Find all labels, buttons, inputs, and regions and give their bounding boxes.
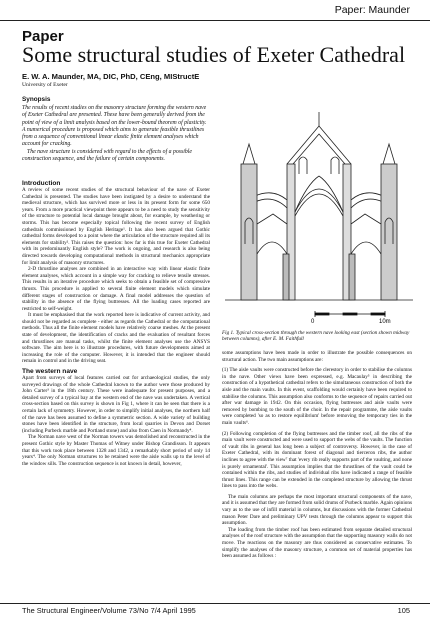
western-nave-heading: The western nave bbox=[22, 368, 78, 376]
introduction-heading: Introduction bbox=[22, 180, 61, 187]
page-number: 105 bbox=[397, 606, 410, 615]
western-nave-paragraph: Apart from surveys of local features carried out for archaeological studies, the only surveyed drawings of the whole Cathedral known to the author were those produced by John Carter³ in the 18th century. These were inadequate for present purposes, and a detailed survey of a typical bay at the western end of the nave was undertaken. A vertical cross-section based on this survey is shown in Fig 1, where it can be seen that there is a certain lack of symmetry. However, in order to simplify initial analyses, the northern half of the nave has been assumed to define a symmetric section. A wide variety of building stones have been identified in the structure, from local quarries in Devon and Dorset (including Purbeck marble and Portland stone) and also from Caen in Normandy⁴. bbox=[22, 375, 210, 434]
introduction-body bbox=[22, 187, 210, 365]
synopsis-heading: Synopsis bbox=[22, 96, 51, 103]
right-column-paragraph: (2) Following completion of the flying buttresses and the timber roof, all the ribs of the main vault were constructed and were used to support the webs of the vaults. The function of vault ribs in general has long been a subject of controversy. However, in the case of Exeter Cathedral, with its dominant forest of diagonal and tierceron ribs, the author inclines to agree with the view⁷ that 'every rib really supports part of the vaulting, and none is purely ornamental'. This assumption implies that the thrustlines of the vault could be contained within the ribs, and studies of individual ribs have indicated a range of feasible thrust lines. This range can be extended in the completed structure by allowing the thrust lines to pass into the webs. bbox=[222, 430, 412, 490]
scale-label: 10m bbox=[379, 319, 391, 325]
right-column-paragraph: The loading from the timber roof has been estimated from separate detailed structural analyses of the roof structure with the assumption that the supporting masonry walls do not move. The reactions on the masonry are thus considered as conservative estimates. To simplify the analyses of the masonry structure, a common set of material properties has been assumed as follows : bbox=[222, 526, 412, 560]
left-column bbox=[22, 180, 210, 467]
header-rule bbox=[0, 20, 430, 21]
section-kicker: Paper bbox=[22, 28, 64, 45]
cathedral-section-drawing bbox=[215, 104, 420, 326]
introduction-paragraph: 2-D thrustline analyses are combined in an interactive way with linear elastic finite element analyses, which account in a simple way for cracking to relieve tensile stresses. This results in an iterative procedure which seeks to obtain a feasible set of compressive thrusts. This procedure is applied to several finite element models which simulate different stages of construction or damage. A final model addresses the question of stability in the absence of the flying buttresses. All the loading cases reported are restricted to self-weight. bbox=[22, 266, 210, 312]
paper-title: Some structural studies of Exeter Cathedral bbox=[22, 42, 406, 67]
running-header: Paper: Maunder bbox=[334, 4, 410, 16]
journal-citation: The Structural Engineer/Volume 73/No 7/4 April 1995 bbox=[22, 606, 196, 615]
synopsis-paragraph: The nave structure is considered with regard to the effects of a possible construction sequence, and the failure of certain components. bbox=[22, 148, 192, 163]
right-column-paragraph: some assumptions have been made in order to illustrate the possible consequences on structural action. The two main assumptions are: bbox=[222, 350, 412, 363]
western-nave-body bbox=[22, 375, 210, 467]
cross-section-figure bbox=[215, 104, 420, 326]
introduction-paragraph: A review of some recent studies of the structural behaviour of the nave of Exeter Cathedral is presented. The studies have been instigated by a desire to understand the medieval structure, which has survived more or less in its present form for some 650 years. From a more practical viewpoint there appears to be a need to study the sensitivity of the structure to potential local damage brought about, for example, by weathering or storms. This has become especially topical following the recent survey of English cathedrals commissioned by English Heritage¹. It has also been argued that Gothic cathedral forms developed to a point where the articulation of the structure required all its elements for stability². This raises the question: how far is this true for Exeter Cathedral with its predominantly English style? The work is ongoing, and research is also being directed towards developing computational methods in structural mechanics appropriate for limit analysis of masonry structures. bbox=[22, 187, 210, 266]
footer-rule bbox=[0, 603, 430, 604]
introduction-paragraph: It must be emphasised that the work reported here is indicative of current activity, and should not be regarded as complete - either as regards the Cathedral or the computational methods. Thus all the finite element models have relatively coarse meshes. At the present state of development, the identification of cracks and the evaluation of resultant forces and thrustlines are manual tasks, whilst the finite element analyses use the ANSYS software. The aim here is to illustrate procedures, with future developments aimed at increasing the role of the computer. However, it is intended that the engineer should remain in control and in the driving seat. bbox=[22, 312, 210, 365]
right-column bbox=[222, 350, 412, 560]
figure-caption: Fig 1. Typical cross-section through the western nave looking east (section shown midway between columns), after E. M. Faithfull bbox=[222, 330, 410, 343]
synopsis-text bbox=[22, 105, 210, 163]
right-column-paragraph: The main columns are perhaps the most important structural components of the nave, and it is assumed that they are formed from solid drums of Purbeck marble. Again opinions vary as to the use of infill material in columns, but discussions with the former Cathedral mason Peter Dare and preliminary UPV tests through the columns appear to support this assumption. bbox=[222, 493, 412, 527]
scale-zero-label: 0 bbox=[311, 319, 315, 325]
western-nave-paragraph: The Norman nave west of the Norman towers was demolished and reconstructed in the present Gothic style by Master Thomas of Witney under Bishop Grandisson. It appears that this work took place between 1328 and 1342, a remarkably short period of only 14 years⁴. The only Norman structures to be retained were the aisle walls up to the level of the window sills. The construction sequence is not known in detail, however, bbox=[22, 434, 210, 467]
right-column-paragraph: (1) The aisle vaults were constructed before the clerestory in order to stabilise the columns in the nave. Other views have been expressed, e.g. Macaulay⁵ in describing the construction of a hypothetical cathedral refers to the simultaneous construction of both the aisle and the main vaults. In this event, scaffolding would certainly have been required to stabilise the columns. This assumption also conforms to the sequence of repairs carried out after war damage in 1942. On this occasion, flying buttresses and aisle vaults were removed by bombing to the south of the choir. In the repair programme, the aisle vaults were completed 'so as to restore equilibrium' before removing the temporary ties in the main vaults⁶. bbox=[222, 367, 412, 426]
paper-author: E. W. A. Maunder, MA, DIC, PhD, CEng, MIStructE bbox=[22, 72, 200, 81]
paper-affiliation: University of Exeter bbox=[22, 82, 68, 88]
synopsis-paragraph: The results of recent studies on the masonry structure forming the western nave of Exeter Cathedral are presented. These have been generally derived from the point of view of a limit analysis based on the lower-bound theorem of plasticity. A numerical procedure is proposed which aims to generate feasible thrustlines from a sequence of conventional linear elastic finite element analyses which account for cracking. bbox=[22, 105, 207, 148]
